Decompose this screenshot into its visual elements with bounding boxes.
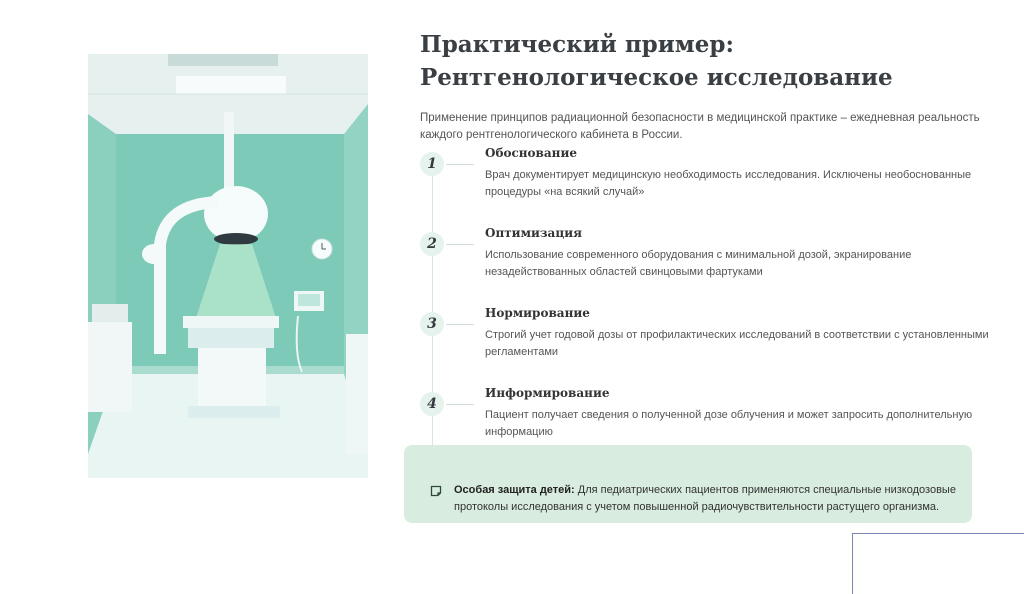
step-description: Врач документирует медицинскую необходимость исследования. Исключены необоснованные процедуры «на всякий случай» (485, 169, 972, 198)
step-title: Оптимизация (485, 226, 582, 240)
step-number: 1 (420, 152, 444, 176)
step-connector (446, 244, 474, 245)
callout-label: Особая защита детей: (454, 484, 575, 496)
step-number: 4 (420, 392, 444, 416)
step-item (420, 306, 1000, 382)
step-number: 3 (420, 312, 444, 336)
step-connector (446, 164, 474, 165)
step-item (420, 226, 1000, 302)
note-icon (430, 485, 442, 497)
step-title: Информирование (485, 386, 610, 400)
callout-box (404, 445, 972, 523)
step-description: Строгий учет годовой дозы от профилактических исследований в соответствии с установленными регламентами (485, 329, 989, 358)
step-number: 2 (420, 232, 444, 256)
step-connector (446, 324, 474, 325)
step-item (420, 146, 1000, 222)
corner-frame (852, 533, 1024, 594)
intro-text: Применение принципов радиационной безопасности в медицинской практике – ежедневная реальность каждого рентгенологического кабинета в России. (420, 112, 980, 141)
step-title: Обоснование (485, 146, 577, 160)
step-connector (446, 404, 474, 405)
x-ray-room-illustration (88, 54, 368, 478)
callout-body: Для педиатрических пациентов применяются специальные низкодозовые протоколы исследования с учетом повышенной радиочувствительности растущего организма. (454, 484, 956, 513)
page-title: Практический пример: Рентгенологическое исследование (420, 31, 893, 91)
step-description: Использование современного оборудования с минимальной дозой, экранирование незадействованных областей свинцовыми фартуками (485, 249, 912, 278)
step-title: Нормирование (485, 306, 590, 320)
step-description: Пациент получает сведения о полученной дозе облучения и может запросить дополнительную информацию (485, 409, 973, 438)
callout-text (454, 482, 964, 516)
